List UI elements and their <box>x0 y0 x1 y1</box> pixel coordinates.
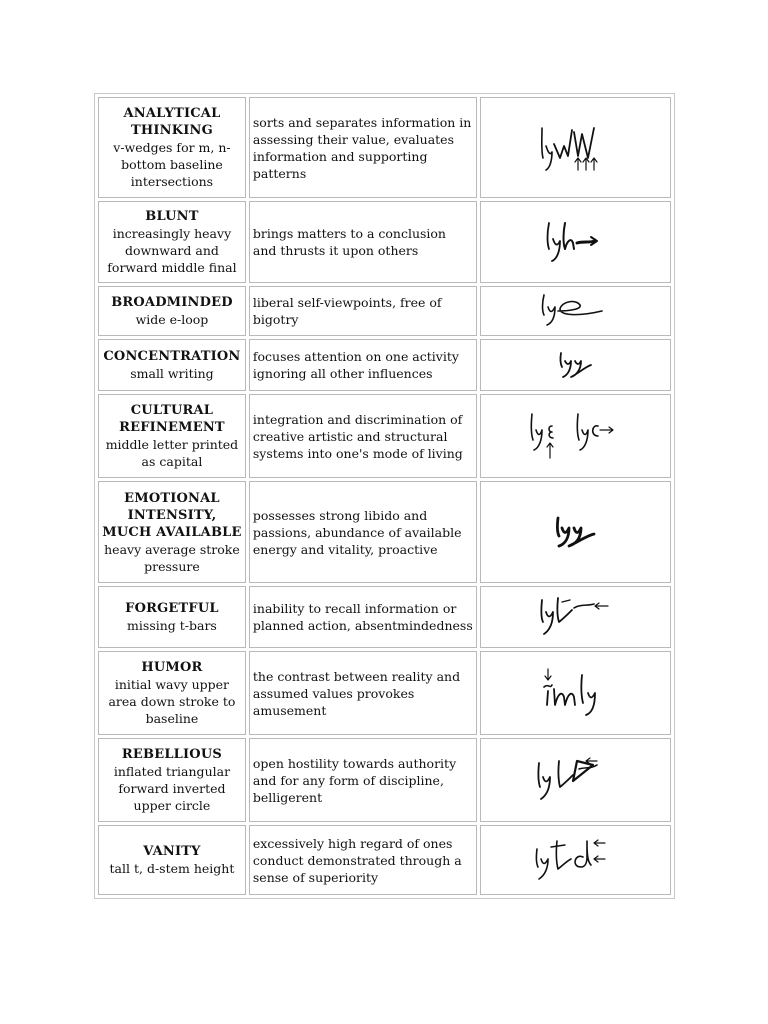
trait-description: wide e-loop <box>135 312 209 327</box>
table-row <box>98 651 671 735</box>
sample-cell <box>480 586 671 648</box>
trait-description: heavy average stroke pressure <box>104 541 240 574</box>
trait-description: initial wavy upper area down stroke to baseline <box>108 677 236 726</box>
meaning-cell: focuses attention on one activity ignoring all other influences <box>249 339 477 391</box>
sample-cell <box>480 481 671 583</box>
cultural-refinement-handwriting-sample <box>526 408 626 464</box>
trait-name: CONCENTRATION <box>103 349 241 364</box>
meaning-cell: brings matters to a conclusion and thrusts it upon others <box>249 201 477 283</box>
trait-name: HUMOR <box>141 660 203 675</box>
table-row <box>98 586 671 648</box>
trait-name: EMOTIONAL INTENSITY, MUCH AVAILABLE <box>102 490 242 540</box>
vanity-handwriting-sample <box>531 837 621 883</box>
table-row <box>98 97 671 198</box>
trait-description: middle letter printed as capital <box>105 437 239 469</box>
table-row <box>98 201 671 283</box>
trait-name: VANITY <box>143 844 201 859</box>
sample-cell <box>480 651 671 735</box>
table-row <box>98 738 671 822</box>
trait-cell <box>98 394 246 478</box>
sample-cell <box>480 738 671 822</box>
meaning-cell: sorts and separates information in assessing their value, evaluates information and supporting patterns <box>249 97 477 198</box>
trait-description: tall t, d-stem height <box>109 861 235 876</box>
meaning-cell: integration and discrimination of creative artistic and structural systems into one's mode of living <box>249 394 477 478</box>
trait-cell <box>98 651 246 735</box>
analytical-handwriting-sample <box>536 122 616 174</box>
trait-description: small writing <box>130 366 214 381</box>
rebellious-handwriting-sample <box>531 755 621 805</box>
table-row <box>98 286 671 336</box>
trait-cell <box>98 825 246 895</box>
trait-cell <box>98 339 246 391</box>
trait-cell <box>98 738 246 822</box>
trait-description: increasingly heavy downward and forward middle final <box>107 226 237 275</box>
sample-cell <box>480 339 671 391</box>
blunt-handwriting-sample <box>541 219 611 265</box>
sample-cell <box>480 825 671 895</box>
trait-cell <box>98 481 246 583</box>
forgetful-handwriting-sample <box>534 594 618 640</box>
meaning-cell: inability to recall information or planned action, absentmindedness <box>249 586 477 648</box>
meaning-cell: open hostility towards authority and for any form of discipline, belligerent <box>249 738 477 822</box>
broadminded-handwriting-sample <box>536 291 616 331</box>
trait-name: ANALYTICAL THINKING <box>123 106 221 138</box>
trait-cell <box>98 201 246 283</box>
humor-handwriting-sample <box>534 665 618 721</box>
trait-cell <box>98 286 246 336</box>
trait-name: CULTURAL REFINEMENT <box>119 403 225 435</box>
trait-description: inflated triangular forward inverted upper circle <box>113 764 231 813</box>
table-row <box>98 339 671 391</box>
trait-name: BROADMINDED <box>111 295 233 310</box>
trait-cell <box>98 586 246 648</box>
sample-cell <box>480 97 671 198</box>
trait-name: REBELLIOUS <box>121 747 222 762</box>
meaning-cell: liberal self-viewpoints, free of bigotry <box>249 286 477 336</box>
sample-cell <box>480 286 671 336</box>
sample-cell <box>480 201 671 283</box>
trait-description: v-wedges for m, n-bottom baseline intersections <box>113 140 231 189</box>
traits-table <box>94 93 675 899</box>
sample-cell <box>480 394 671 478</box>
table-row <box>98 394 671 478</box>
meaning-cell: possesses strong libido and passions, abundance of available energy and vitality, proactive <box>249 481 477 583</box>
trait-name: BLUNT <box>145 209 199 224</box>
meaning-cell: the contrast between reality and assumed values provokes amusement <box>249 651 477 735</box>
trait-cell <box>98 97 246 198</box>
table-row <box>98 825 671 895</box>
trait-description: missing t-bars <box>127 618 217 633</box>
trait-name: FORGETFUL <box>125 601 219 616</box>
meaning-cell: excessively high regard of ones conduct demonstrated through a sense of superiority <box>249 825 477 895</box>
table-row <box>98 481 671 583</box>
emotional-intensity-handwriting-sample <box>546 512 606 552</box>
concentration-handwriting-sample <box>551 347 601 383</box>
